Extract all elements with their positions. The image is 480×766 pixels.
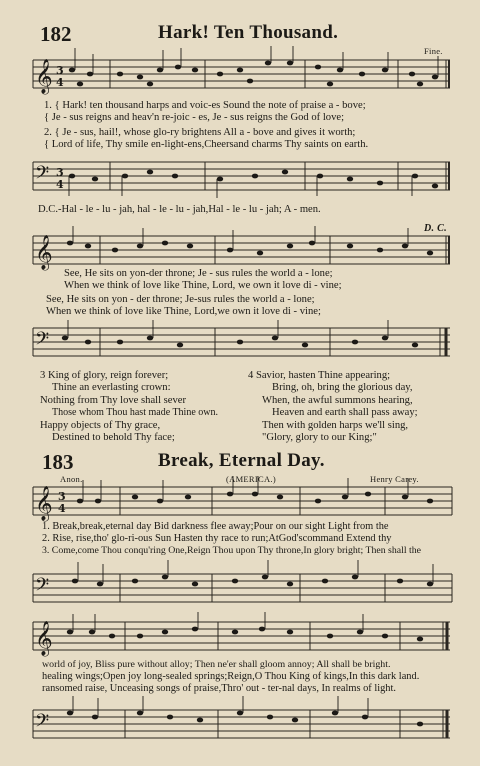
verse-3-line-1: 3 King of glory, reign forever; [40,370,169,381]
verse-1-line-2: { Je - sus reigns and heav'n re-joic - es, Je - sus reigns the God of love; [44,112,345,123]
chorus-upper-line-2: When we think of love like Thine, Lord, we own it love di - vine; [64,280,342,291]
hymn183-line-a-2: 2. Rise, rise,tho' glo-ri-ous Sun Hasten thy race to run;AtGod'scommand Extend thy [42,533,392,544]
hymn183-line-b-1: world of joy, Bliss pure without alloy; Then ne'er shall gloom annoy; All shall be bright. [42,659,391,670]
hymn-title: Break, Eternal Day. [158,450,325,471]
verse-2-line-1: 2. { Je - sus, hail!, whose glo-ry brightens All a - bove and gives it worth; [44,127,356,138]
music-staff [0,560,480,610]
verse-3-line-3: Nothing from Thy love shall sever [40,395,187,406]
svg-text:4: 4 [56,178,64,191]
hymn-number: 183 [42,450,74,474]
verse-3-line-5: Happy objects of Thy grace, [40,420,161,431]
music-staff [0,56,480,98]
music-staff [0,156,480,198]
verse-2-line-2: { Lord of life, Thy smile en-light-ens,Cheersand charms Thy saints on earth. [44,139,369,150]
svg-text:𝄞: 𝄞 [35,59,53,94]
music-staff [0,618,480,658]
svg-text:𝄞: 𝄞 [35,486,53,521]
verse-3-line-2: Thine an everlasting crown: [52,382,171,393]
svg-text:𝄞: 𝄞 [35,621,53,656]
svg-text:𝄞: 𝄞 [35,235,53,270]
verse-4-line-4: Heaven and earth shall pass away; [272,407,418,418]
svg-text:𝄢: 𝄢 [35,329,50,354]
verse-4-line-1: 4 Savior, hasten Thine appearing; [248,370,391,381]
verse-4-line-2: Bring, oh, bring the glorious day, [272,382,413,393]
svg-text:4: 4 [58,502,66,515]
hymn-composer: Henry Carey. [370,474,419,484]
svg-text:𝄢: 𝄢 [35,163,50,188]
verse-3-line-4: Those whom Thou hast made Thine own. [52,407,218,418]
verse-3-line-6: Destined to behold Thy face; [52,432,175,443]
chorus-lower-line-2: When we think of love like Thine, Lord,we own it love di - vine; [46,306,321,317]
chorus-lower-line-1: See, He sits on yon - der throne; Je-sus rules the world a - lone; [46,294,315,305]
svg-text:4: 4 [56,76,64,89]
svg-text:𝄢: 𝄢 [35,575,50,600]
verse-4-line-3: When, the awful summons hearing, [262,395,413,406]
verse-4-line-5: Then with golden harps we'll sing, [262,420,409,431]
hymn-author: Anon. [60,474,83,484]
music-staff [0,484,480,520]
dc-lyric-line: D.C.-Hal - le - lu - jah, hal - le - lu - jah,Hal - le - lu - jah; A - men. [38,204,321,215]
svg-text:3: 3 [56,64,64,77]
hymn183-line-a-1: 1. Break,break,eternal day Bid darkness flee away;Pour on our sight Light from the [42,521,389,532]
hymn-tune: (AMERICA.) [226,474,276,484]
dc-mark: D. C. [424,223,447,234]
verse-4-line-6: "Glory, glory to our King;" [262,432,377,443]
hymn-title: Hark! Ten Thousand. [158,22,339,43]
verse-1-line-1: 1. { Hark! ten thousand harps and voic-es Sound the note of praise a - bove; [44,100,366,111]
hymn183-line-b-3: ransomed raise, Unceasing songs of praise,Thro' out - ter-nal days, In realms of light. [42,683,396,694]
hymn183-line-a-3: 3. Come,come Thou conqu'ring One,Reign Thou upon Thy throne,In glory bright; Then shall the [42,545,421,556]
svg-text:𝄢: 𝄢 [35,711,50,736]
music-staff [0,322,480,364]
svg-text:3: 3 [56,166,64,179]
fine-mark: Fine. [424,46,443,56]
hymn183-line-b-2: healing wings;Open joy long-sealed springs;Reign,O Thou King of kings,In this dark land. [42,671,420,682]
chorus-upper-line-1: See, He sits on yon-der throne; Je - sus rules the world a - lone; [64,268,333,279]
svg-text:3: 3 [58,490,66,503]
hymn-number: 182 [40,22,72,46]
music-staff [0,696,480,746]
